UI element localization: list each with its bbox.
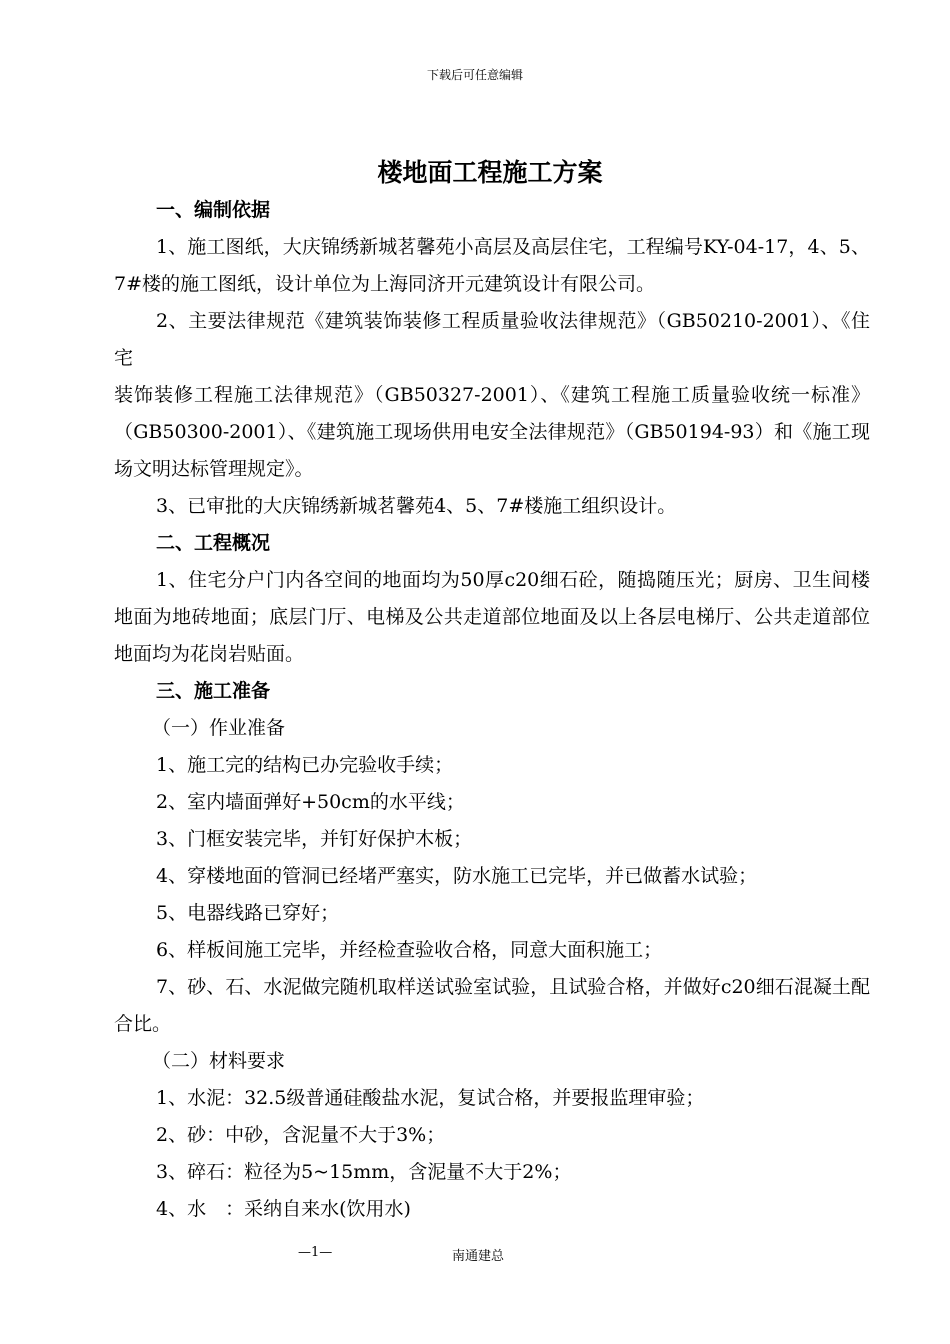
document-body	[114, 192, 870, 1228]
subsection-heading: （一）作业准备	[152, 717, 286, 739]
section-heading-preparation: 三、施工准备	[156, 680, 271, 702]
list-item: 2、室内墙面弹好+50cm的水平线；	[156, 791, 465, 813]
list-item: 5、电器线路已穿好；	[156, 902, 340, 924]
list-item: 1、水泥：32.5级普通硅酸盐水泥，复试合格，并要报监理审验；	[156, 1087, 705, 1109]
subsection-heading: （二）材料要求	[152, 1050, 286, 1072]
paragraph: 2、主要法律规范《建筑装饰装修工程质量验收法律规范》（GB50210-2001）、《住宅	[114, 310, 870, 369]
paragraph: 1、住宅分户门内各空间的地面均为50厚c20细石砼，随捣随压光；厨房、卫生间楼地面为地砖地面；底层门厅、电梯及公共走道部位地面及以上各层电梯厅、公共走道部位地面均为花岗岩贴面。	[114, 569, 870, 665]
header-note: 下载后可任意编辑	[426, 68, 523, 82]
document-title: 楼地面工程施工方案	[377, 158, 603, 187]
list-item: 3、碎石：粒径为5~15mm，含泥量不大于2%；	[156, 1161, 572, 1183]
section-heading-basis: 一、编制依据	[156, 199, 271, 221]
page-number: —1—	[298, 1245, 333, 1260]
list-item: 4、水 ：采纳自来水(饮用水)	[156, 1198, 411, 1220]
list-item: 1、施工完的结构已办完验收手续；	[156, 754, 454, 776]
list-item: 3、门框安装完毕，并钉好保护木板；	[156, 828, 473, 850]
list-item: 6、样板间施工完毕，并经检查验收合格，同意大面积施工；	[156, 939, 663, 961]
list-item: 2、砂：中砂，含泥量不大于3%；	[156, 1124, 446, 1146]
list-item: 4、穿楼地面的管洞已经堵严塞实，防水施工已完毕，并已做蓄水试验；	[156, 865, 758, 887]
paragraph: 装饰装修工程施工法律规范》（GB50327-2001）、《建筑工程施工质量验收统一标准》（GB50300-2001）、《建筑施工现场供用电安全法律规范》（GB50194-93）和《施工现场文明达标管理规定》。	[114, 384, 870, 480]
section-heading-overview: 二、工程概况	[156, 532, 271, 554]
paragraph: 1、施工图纸，大庆锦绣新城茗馨苑小高层及高层住宅，工程编号KY-04-17，4、5、7#楼的施工图纸，设计单位为上海同济开元建筑设计有限公司。	[114, 236, 870, 295]
list-item: 7、砂、石、水泥做完随机取样送试验室试验，且试验合格，并做好c20细石混凝土配合比。	[114, 976, 870, 1035]
footer-organization: 南通建总	[452, 1249, 505, 1264]
paragraph: 3、已审批的大庆锦绣新城茗馨苑4、5、7#楼施工组织设计。	[156, 495, 677, 517]
